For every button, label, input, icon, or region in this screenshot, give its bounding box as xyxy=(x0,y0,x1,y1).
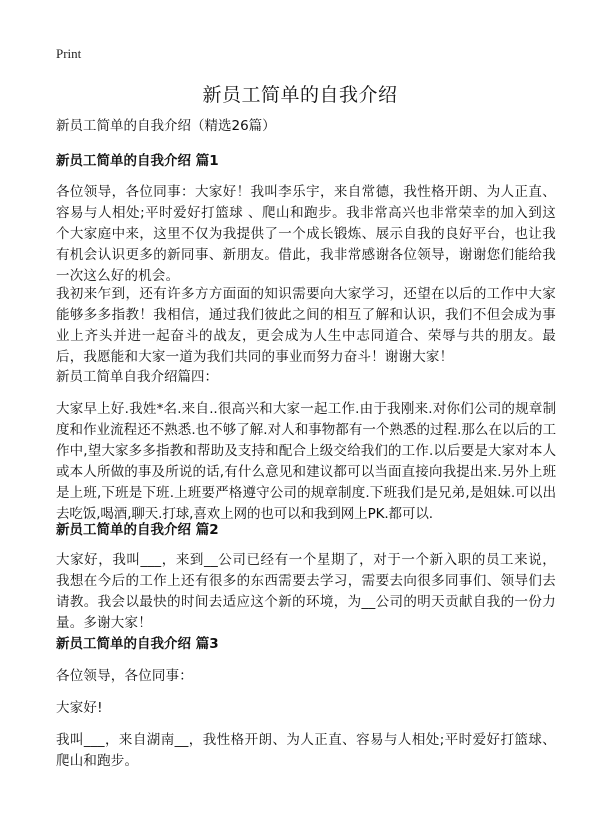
section-2-paragraph-1: 大家好，我叫___，来到__公司已经有一个星期了，对于一个新入职的员工来说，我想在今后的工作上还有很多的东西需要去学习，需要去向很多同事们、领导们去请教。我会以最快的时间去适应这个新的环境，为__公司的明天贡献自我的一份力量。多谢大家！ xyxy=(56,552,556,631)
section-heading-4: 新员工简单自我介绍篇四： xyxy=(56,369,218,385)
document-title: 新员工简单的自我介绍 xyxy=(202,84,398,106)
section-1-paragraph-2: 我初来乍到，还有许多方方面面的知识需要向大家学习，还望在以后的工作中大家能够多多指教！我相信，通过我们彼此之间的相互了解和认识，我们不但会成为事业上齐头并进一起奋斗的战友，更会成为人生中志同道合、荣辱与共的朋友。最后，我愿能和大家一道为我们共同的事业而努力奋斗！谢谢大家！ xyxy=(56,286,556,365)
section-3-paragraph-1: 各位领导，各位同事： xyxy=(56,668,193,684)
section-heading-2: 新员工简单的自我介绍 篇2 xyxy=(56,522,219,538)
print-link[interactable]: Print xyxy=(56,46,82,61)
section-heading-3: 新员工简单的自我介绍 篇3 xyxy=(56,636,219,652)
section-3-paragraph-2: 大家好! xyxy=(56,700,103,716)
section-4-paragraph-1: 大家早上好.我姓*名.来自..很高兴和大家一起工作.由于我刚来.对你们公司的规章制度和作业流程还不熟悉.也不够了解.对人和事物都有一个熟悉的过程.那么在以后的工作中,望大家多多指教和帮助及支持和配合上级交给我们的工作.以后要是大家对本人或本人所做的事及所说的话,有什么意见和建议都可以当面直接向我提出来.另外上班是上班,下班是下班.上班要严格遵守公司的规章制度.下班我们是兄弟,是姐妹.可以出去吃饭,喝酒,聊天.打球,喜欢上网的也可以和我到网上PK.都可以. xyxy=(56,401,556,522)
section-1-paragraph-1: 各位领导，各位同事：大家好！我叫李乐宇，来自常德，我性格开朗、为人正直、容易与人相处;平时爱好打篮球 、爬山和跑步。我非常高兴也非常荣幸的加入到这个大家庭中来，这里不仅为我提供了一个成长锻炼、展示自我的良好平台，也让我有机会认识更多的新同事、新朋友。借此，我非常感谢各位领导，谢谢您们能给我一次这么好的机会。 xyxy=(56,184,556,284)
document-subtitle: 新员工简单的自我介绍（精选26篇） xyxy=(56,118,276,134)
section-3-paragraph-3: 我叫___，来自湖南__，我性格开朗、为人正直、容易与人相处;平时爱好打篮球、爬山和跑步。 xyxy=(56,732,556,769)
section-heading-1: 新员工简单的自我介绍 篇1 xyxy=(56,153,219,169)
